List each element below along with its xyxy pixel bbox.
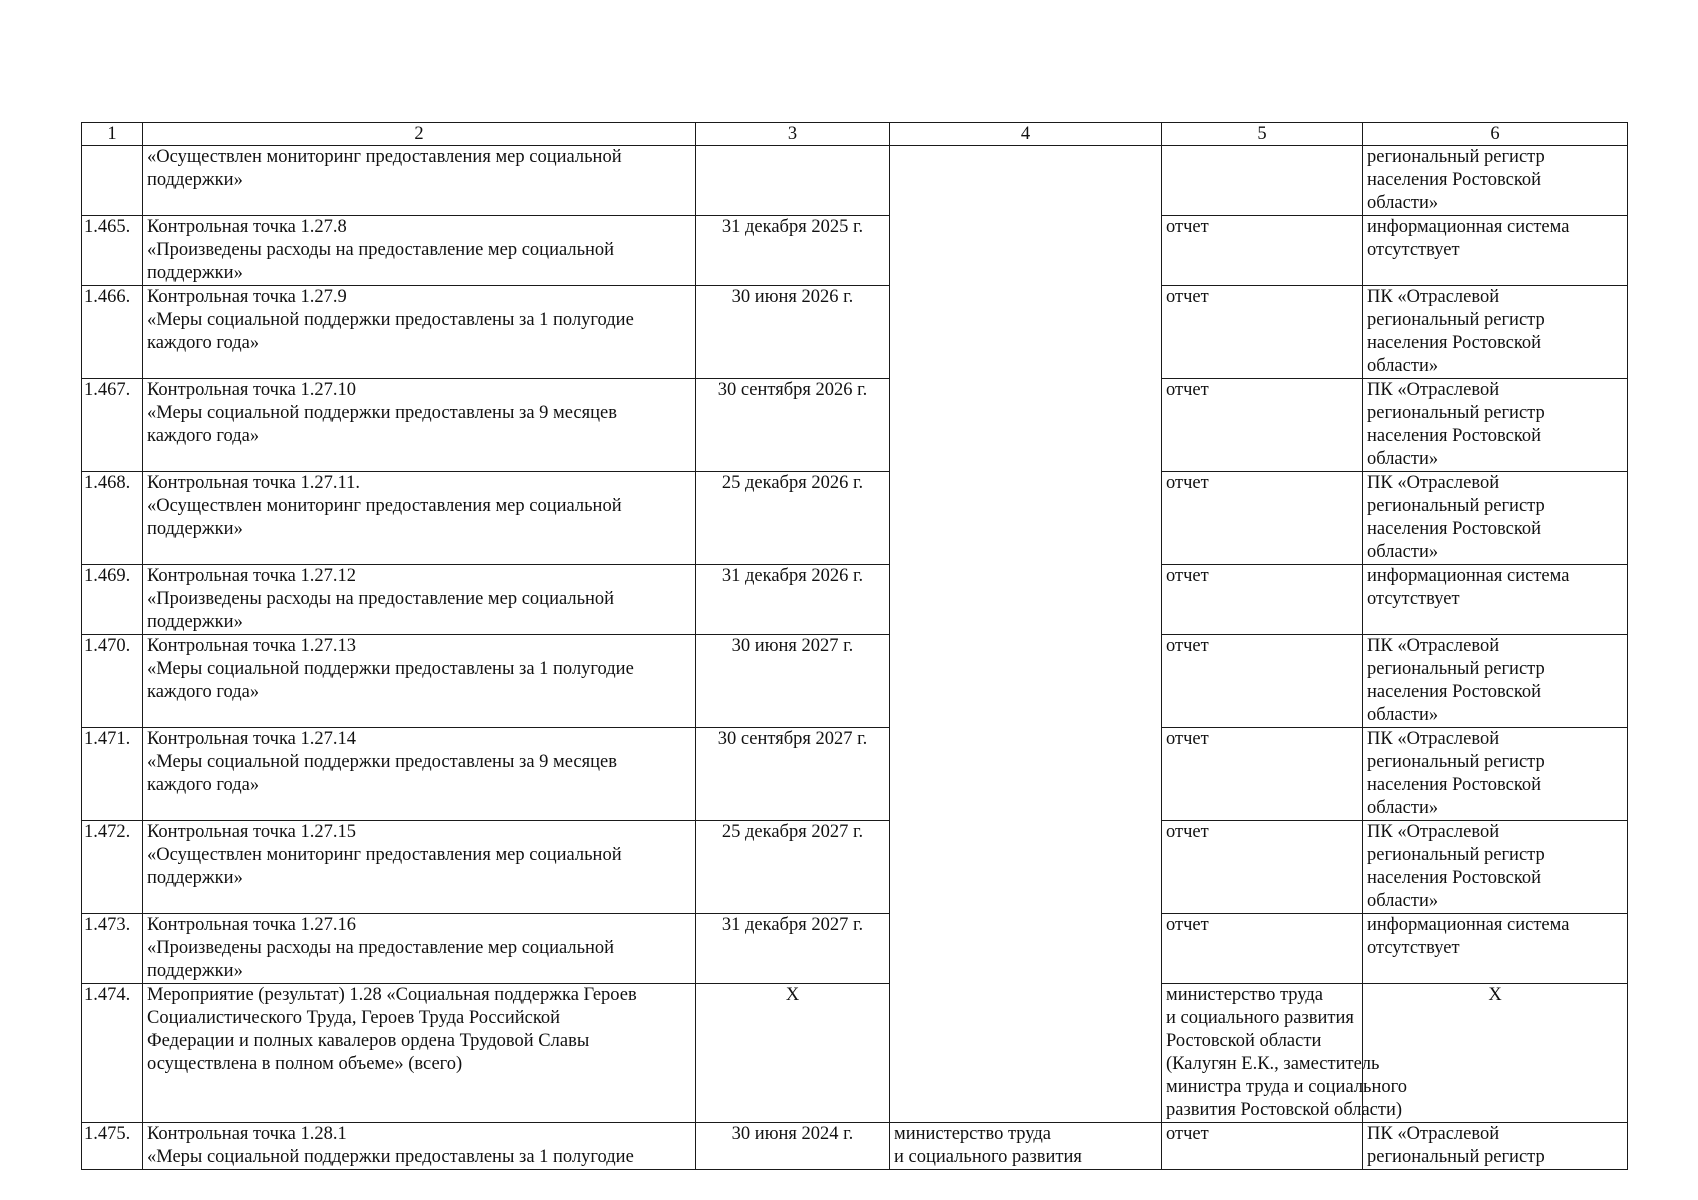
table-row <box>82 472 1628 565</box>
row-name-line: «Произведены расходы на предоставление мер социальной <box>147 589 615 609</box>
row-system-line: области» <box>1367 542 1439 562</box>
row-system-line: отсутствует <box>1367 589 1460 609</box>
row-report-type: отчет <box>1162 379 1363 472</box>
row-system-line: ПК «Отраслевой <box>1367 822 1500 842</box>
row-report-type: отчет <box>1162 821 1363 914</box>
table-row <box>82 286 1628 379</box>
table-row <box>82 821 1628 914</box>
row-deadline: 31 декабря 2027 г. <box>696 914 890 984</box>
row-number: 1.471. <box>82 728 143 821</box>
row-responsible-line: министерство труда <box>1166 985 1323 1005</box>
row-report-type: отчет <box>1162 728 1363 821</box>
row-name-line: поддержки» <box>147 961 243 981</box>
row-report-type: отчет <box>1162 216 1363 286</box>
row-system-line: области» <box>1367 798 1439 818</box>
row-responsible-line: (Калугян Е.К., заместитель <box>1166 1054 1380 1074</box>
row-system-line: области» <box>1367 705 1439 725</box>
row-deadline <box>696 146 890 216</box>
header-row <box>82 123 1628 146</box>
row-system-line: ПК «Отраслевой <box>1367 473 1500 493</box>
row-system-line: ПК «Отраслевой <box>1367 636 1500 656</box>
row-name <box>143 984 696 1123</box>
row-name-line: поддержки» <box>147 612 243 632</box>
row-report-type <box>1162 146 1363 216</box>
row-name-line: Контрольная точка 1.27.12 <box>147 566 357 586</box>
row-system-line: отсутствует <box>1367 240 1460 260</box>
row-system-line: информационная система <box>1367 915 1570 935</box>
table-row <box>82 379 1628 472</box>
row-deadline: 31 декабря 2025 г. <box>696 216 890 286</box>
responsible-merged-cell <box>890 146 1162 1123</box>
row-system-line: населения Ростовской <box>1367 519 1542 539</box>
row-name-line: Социалистического Труда, Героев Труда Российской <box>147 1008 561 1028</box>
row-system-line: информационная система <box>1367 566 1570 586</box>
row-name-line: каждого года» <box>147 775 260 795</box>
row-name-line: Контрольная точка 1.27.10 <box>147 380 357 400</box>
row-name-line: поддержки» <box>147 519 243 539</box>
row-name-line: Контрольная точка 1.27.11. <box>147 473 360 493</box>
table-row <box>82 984 1628 1123</box>
row-info-system <box>1363 216 1628 286</box>
header-col-1: 1 <box>82 123 143 146</box>
row-name-line: «Осуществлен мониторинг предоставления мер социальной <box>147 496 622 516</box>
header-col-3: 3 <box>696 123 890 146</box>
row-number: 1.467. <box>82 379 143 472</box>
row-name-line: «Осуществлен мониторинг предоставления мер социальной <box>147 147 622 167</box>
row-name-line: «Меры социальной поддержки предоставлены за 1 полугодие <box>147 1147 634 1167</box>
header-col-6: 6 <box>1363 123 1628 146</box>
row-deadline: 30 июня 2024 г. <box>696 1123 890 1170</box>
row-system-line: региональный регистр <box>1367 403 1545 423</box>
row-report-type: отчет <box>1162 1123 1363 1170</box>
row-info-system <box>1363 635 1628 728</box>
row-name-line: Контрольная точка 1.27.13 <box>147 636 357 656</box>
row-number: 1.473. <box>82 914 143 984</box>
row-report-type: Х <box>1363 984 1628 1123</box>
row-responsible-line: и социального развития <box>894 1147 1082 1167</box>
row-system-line: населения Ростовской <box>1367 775 1542 795</box>
row-system-line: региональный регистр <box>1367 752 1545 772</box>
row-system-line: отсутствует <box>1367 938 1460 958</box>
table-row <box>82 914 1628 984</box>
row-name-line: «Осуществлен мониторинг предоставления мер социальной <box>147 845 622 865</box>
row-responsible-line: Ростовской области <box>1166 1031 1322 1051</box>
row-info-system <box>1363 146 1628 216</box>
row-name-line: «Меры социальной поддержки предоставлены за 1 полугодие <box>147 659 634 679</box>
row-responsible-line: развития Ростовской области) <box>1166 1100 1403 1120</box>
row-system-line: области» <box>1367 891 1439 911</box>
row-system-line: региональный регистр <box>1367 659 1545 679</box>
row-name <box>143 728 696 821</box>
row-deadline: 30 июня 2026 г. <box>696 286 890 379</box>
row-name-line: Контрольная точка 1.27.14 <box>147 729 357 749</box>
row-name-line: «Произведены расходы на предоставление мер социальной <box>147 938 615 958</box>
row-responsible <box>890 1123 1162 1170</box>
row-report-type: отчет <box>1162 286 1363 379</box>
row-info-system <box>1363 472 1628 565</box>
row-system-line: области» <box>1367 356 1439 376</box>
row-number: 1.470. <box>82 635 143 728</box>
row-system-line: региональный регистр <box>1367 147 1545 167</box>
row-info-system <box>1363 565 1628 635</box>
table-row <box>82 216 1628 286</box>
header-col-5: 5 <box>1162 123 1363 146</box>
row-responsible <box>1162 984 1408 1123</box>
header-col-2: 2 <box>143 123 696 146</box>
row-name-line: «Меры социальной поддержки предоставлены за 9 месяцев <box>147 752 617 772</box>
row-system-line: информационная система <box>1367 217 1570 237</box>
table-row <box>82 728 1628 821</box>
row-system-line: населения Ростовской <box>1367 426 1542 446</box>
row-name-line: «Произведены расходы на предоставление мер социальной <box>147 240 615 260</box>
table-row <box>82 146 1628 216</box>
row-name-line: Контрольная точка 1.27.15 <box>147 822 357 842</box>
row-info-system <box>1363 379 1628 472</box>
control-points-table <box>81 122 1628 1170</box>
row-name <box>143 635 696 728</box>
row-info-system <box>1363 728 1628 821</box>
row-name-line: Контрольная точка 1.27.16 <box>147 915 357 935</box>
row-system-line: региональный регистр <box>1367 1147 1545 1167</box>
row-system-line: ПК «Отраслевой <box>1367 380 1500 400</box>
row-info-system <box>1363 1123 1628 1170</box>
row-report-type: отчет <box>1162 472 1363 565</box>
row-report-type: отчет <box>1162 635 1363 728</box>
row-system-line: региональный регистр <box>1367 310 1545 330</box>
row-name <box>143 216 696 286</box>
row-info-system <box>1363 821 1628 914</box>
row-name <box>143 565 696 635</box>
row-name-line: Мероприятие (результат) 1.28 «Социальная поддержка Героев <box>147 985 637 1005</box>
row-responsible-line: и социального развития <box>1166 1008 1354 1028</box>
row-system-line: ПК «Отраслевой <box>1367 729 1500 749</box>
row-name-line: Контрольная точка 1.27.8 <box>147 217 347 237</box>
row-number <box>82 146 143 216</box>
table-row <box>82 565 1628 635</box>
row-name-line: каждого года» <box>147 333 260 353</box>
row-system-line: области» <box>1367 193 1439 213</box>
row-system-line: региональный регистр <box>1367 496 1545 516</box>
row-responsible-line: министерство труда <box>894 1124 1051 1144</box>
row-number: 1.465. <box>82 216 143 286</box>
row-name-line: поддержки» <box>147 263 243 283</box>
row-name <box>143 914 696 984</box>
row-info-system <box>1363 914 1628 984</box>
row-info-system <box>1363 286 1628 379</box>
header-col-4: 4 <box>890 123 1162 146</box>
row-name <box>143 379 696 472</box>
row-deadline: 30 сентября 2026 г. <box>696 379 890 472</box>
row-name-line: «Меры социальной поддержки предоставлены за 1 полугодие <box>147 310 634 330</box>
row-report-type: отчет <box>1162 565 1363 635</box>
row-number: 1.466. <box>82 286 143 379</box>
row-number: 1.468. <box>82 472 143 565</box>
row-system-line: населения Ростовской <box>1367 682 1542 702</box>
table-row <box>82 635 1628 728</box>
row-system-line: региональный регистр <box>1367 845 1545 865</box>
row-name-line: каждого года» <box>147 682 260 702</box>
row-name-line: «Меры социальной поддержки предоставлены за 9 месяцев <box>147 403 617 423</box>
row-name-line: Федерации и полных кавалеров ордена Трудовой Славы <box>147 1031 590 1051</box>
row-responsible-line: министра труда и социального <box>1166 1077 1408 1097</box>
row-deadline: 30 сентября 2027 г. <box>696 728 890 821</box>
row-system-line: области» <box>1367 449 1439 469</box>
row-name <box>143 1123 696 1170</box>
row-system-line: населения Ростовской <box>1367 333 1542 353</box>
row-name <box>143 472 696 565</box>
row-name-line: поддержки» <box>147 868 243 888</box>
row-number: 1.469. <box>82 565 143 635</box>
row-name-line: Контрольная точка 1.27.9 <box>147 287 347 307</box>
table-row <box>82 1123 1628 1170</box>
row-name-line: Контрольная точка 1.28.1 <box>147 1124 347 1144</box>
row-system-line: населения Ростовской <box>1367 868 1542 888</box>
row-deadline: 25 декабря 2026 г. <box>696 472 890 565</box>
row-name <box>143 286 696 379</box>
row-name <box>143 821 696 914</box>
row-system-line: ПК «Отраслевой <box>1367 1124 1500 1144</box>
row-name-line: каждого года» <box>147 426 260 446</box>
row-number: 1.475. <box>82 1123 143 1170</box>
row-name-line: осуществлена в полном объеме» (всего) <box>147 1054 463 1074</box>
row-report-type: отчет <box>1162 914 1363 984</box>
row-system-line: ПК «Отраслевой <box>1367 287 1500 307</box>
row-deadline: Х <box>696 984 890 1123</box>
row-number: 1.472. <box>82 821 143 914</box>
row-system-line: населения Ростовской <box>1367 170 1542 190</box>
row-number: 1.474. <box>82 984 143 1123</box>
row-name-line: поддержки» <box>147 170 243 190</box>
row-deadline: 30 июня 2027 г. <box>696 635 890 728</box>
row-deadline: 31 декабря 2026 г. <box>696 565 890 635</box>
row-name <box>143 146 696 216</box>
row-deadline: 25 декабря 2027 г. <box>696 821 890 914</box>
